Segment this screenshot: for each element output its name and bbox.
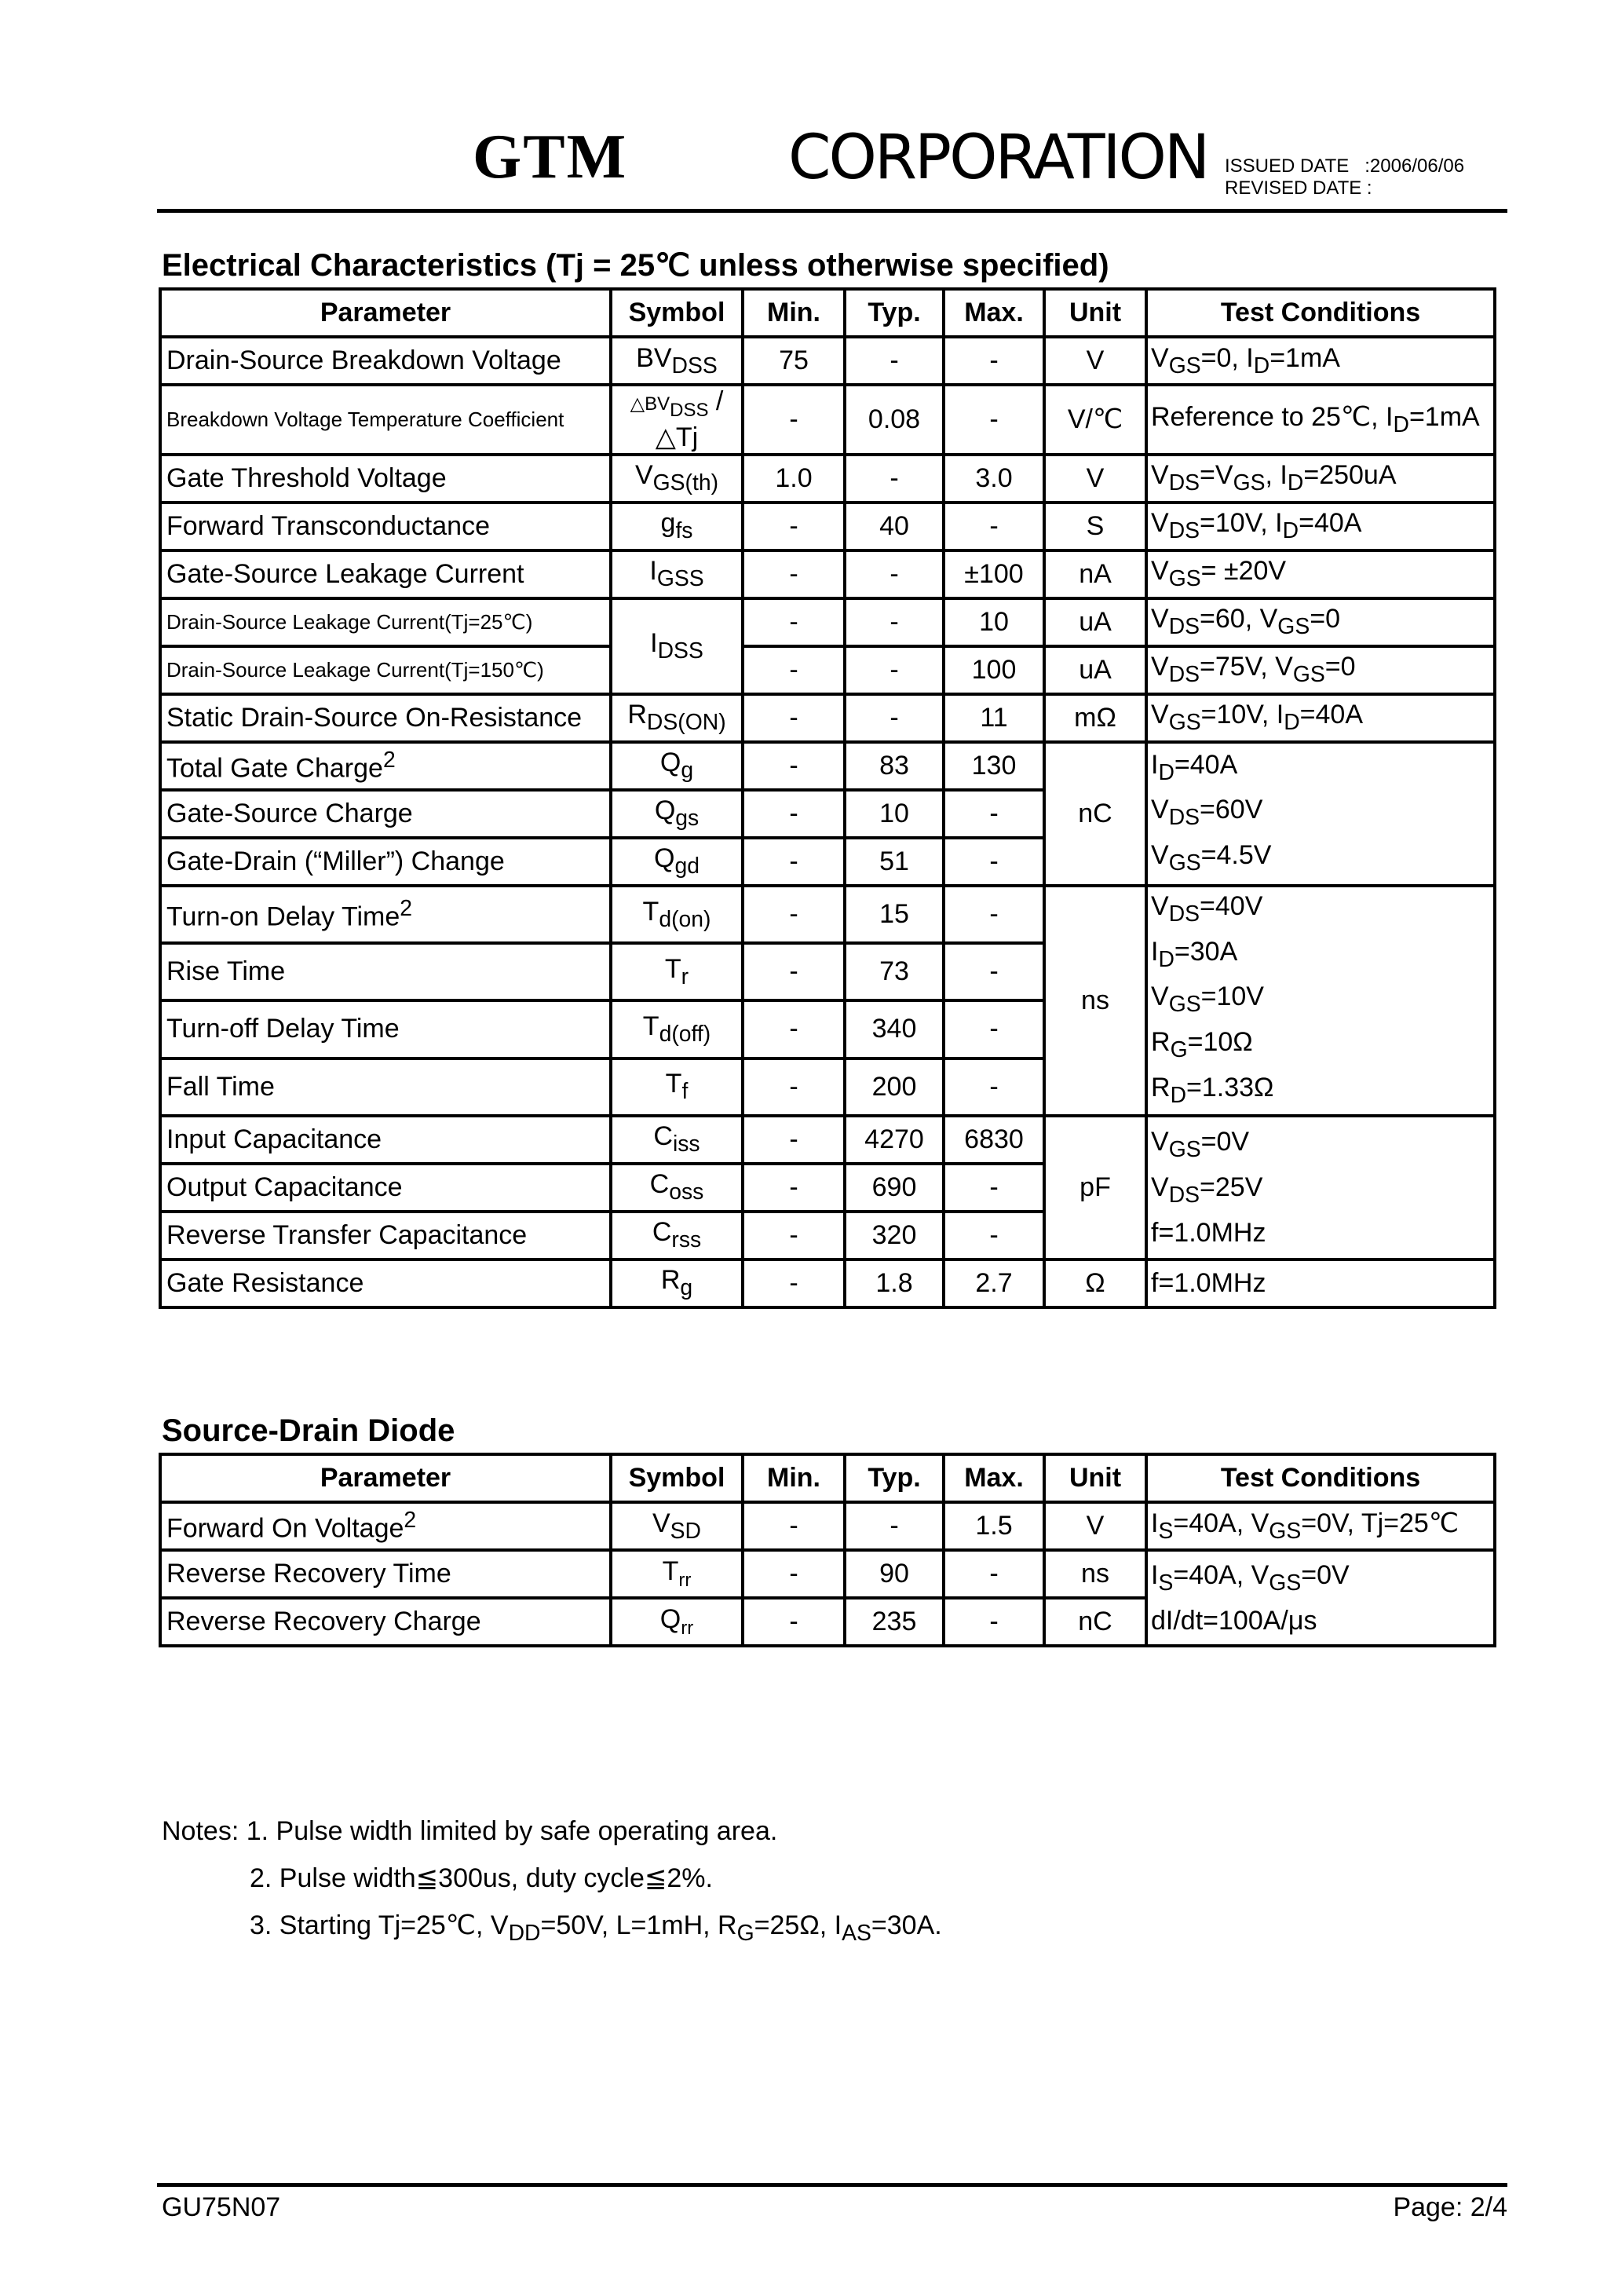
cell-symbol: $R_{DS(ON)}$ <box>611 694 743 742</box>
table-row <box>160 503 1495 550</box>
cell-parameter: Turn-on Delay Time$^2$ <box>160 886 611 943</box>
note-3: 3. Starting Tj=25℃, $V_{DD}=50V$, L=1mH, $R_G=25\Omega$, $I_{AS}=30A$. <box>250 1910 942 1946</box>
cell-test-conditions: $I_S=40A$, $V_{GS}=0V$, Tj=25℃ <box>1146 1502 1495 1550</box>
cell-typ: 690 <box>845 1164 944 1212</box>
cell-min: - <box>743 1000 845 1058</box>
cell-unit: V <box>1044 455 1146 503</box>
col-header-max: Max. <box>944 289 1044 337</box>
notes <box>162 1808 942 1957</box>
cell-min: - <box>743 1212 845 1260</box>
cell-typ: 40 <box>845 503 944 550</box>
cell-typ: 83 <box>845 742 944 790</box>
cell-symbol: $I_{GSS}$ <box>611 550 743 598</box>
cell-symbol: $T_{rr}$ <box>611 1550 743 1598</box>
cell-parameter: Reverse Transfer Capacitance <box>160 1212 611 1260</box>
cell-min: - <box>743 1598 845 1646</box>
cell-parameter: Output Capacitance <box>160 1164 611 1212</box>
cell-max: - <box>944 943 1044 1000</box>
cell-max: 11 <box>944 694 1044 742</box>
cell-max: - <box>944 838 1044 886</box>
cell-symbol: $Q_{gd}$ <box>611 838 743 886</box>
cell-min: 1.0 <box>743 455 845 503</box>
table-row <box>160 1550 1495 1598</box>
cell-max: - <box>944 1000 1044 1058</box>
cell-typ: 51 <box>845 838 944 886</box>
cell-unit: nC <box>1044 742 1146 886</box>
cell-min: - <box>743 503 845 550</box>
source-drain-diode-table <box>159 1453 1496 1647</box>
table-row <box>160 1260 1495 1307</box>
cell-parameter: Static Drain-Source On-Resistance <box>160 694 611 742</box>
cell-typ: 0.08 <box>845 385 944 455</box>
cell-symbol: $C_{oss}$ <box>611 1164 743 1212</box>
cell-parameter: Forward On Voltage$^2$ <box>160 1502 611 1550</box>
cell-symbol: $\triangle BV_{DSS}$ /△Tj <box>611 385 743 455</box>
cell-min: - <box>743 1260 845 1307</box>
cell-typ: 73 <box>845 943 944 1000</box>
cell-test-conditions: $V_{DS}=V_{GS}$, $I_D=250uA$ <box>1146 455 1495 503</box>
cell-min: - <box>743 742 845 790</box>
cell-typ: - <box>845 646 944 694</box>
cell-unit: nC <box>1044 1598 1146 1646</box>
table-row <box>160 550 1495 598</box>
cell-symbol: $Q_{rr}$ <box>611 1598 743 1646</box>
cell-symbol: $Q_{gs}$ <box>611 790 743 838</box>
col-header-max: Max. <box>944 1454 1044 1502</box>
cell-max: - <box>944 1550 1044 1598</box>
issued-date-value: :2006/06/06 <box>1364 155 1465 177</box>
cell-max: 6830 <box>944 1116 1044 1164</box>
cell-symbol: $R_g$ <box>611 1260 743 1307</box>
col-header-parameter: Parameter <box>160 1454 611 1502</box>
table-row <box>160 742 1495 790</box>
cell-parameter: Reverse Recovery Time <box>160 1550 611 1598</box>
cell-typ: - <box>845 1502 944 1550</box>
cell-parameter: Fall Time <box>160 1058 611 1116</box>
cell-min: - <box>743 1164 845 1212</box>
cell-unit: Ω <box>1044 1260 1146 1307</box>
cell-typ: 340 <box>845 1000 944 1058</box>
cell-typ: 15 <box>845 886 944 943</box>
cell-test-conditions: $V_{DS}=40V$ $I_D=30A$ $V_{GS}=10V$ $R_G=10\Omega$ $R_D=1.33\Omega$ <box>1146 886 1495 1116</box>
cell-parameter: Rise Time <box>160 943 611 1000</box>
cell-max: 130 <box>944 742 1044 790</box>
cell-min: - <box>743 838 845 886</box>
cell-symbol: $T_{d(off)}$ <box>611 1000 743 1058</box>
cell-max: - <box>944 385 1044 455</box>
header-divider <box>157 209 1507 213</box>
revised-date-label: REVISED DATE : <box>1225 177 1372 199</box>
cell-parameter: Breakdown Voltage Temperature Coefficient <box>160 385 611 455</box>
cell-symbol: $T_r$ <box>611 943 743 1000</box>
col-header-typ: Typ. <box>845 1454 944 1502</box>
cell-parameter: Gate-Source Charge <box>160 790 611 838</box>
cell-parameter: Drain-Source Breakdown Voltage <box>160 337 611 385</box>
cell-unit: ns <box>1044 886 1146 1116</box>
cell-max: 2.7 <box>944 1260 1044 1307</box>
cell-typ: 235 <box>845 1598 944 1646</box>
table-row <box>160 385 1495 455</box>
col-header-min: Min. <box>743 1454 845 1502</box>
col-header-parameter: Parameter <box>160 289 611 337</box>
cell-max: - <box>944 1058 1044 1116</box>
cell-test-conditions: Reference to 25℃, $I_D=1mA$ <box>1146 385 1495 455</box>
cell-parameter: Gate-Drain (“Miller”) Change <box>160 838 611 886</box>
table-row <box>160 886 1495 943</box>
cell-unit: S <box>1044 503 1146 550</box>
cell-parameter: Forward Transconductance <box>160 503 611 550</box>
cell-max: - <box>944 1164 1044 1212</box>
table-header-row <box>160 1454 1495 1502</box>
note-2: 2. Pulse width≦300us, duty cycle≦2%. <box>250 1863 713 1893</box>
cell-min: - <box>743 1502 845 1550</box>
cell-min: - <box>743 598 845 646</box>
cell-min: - <box>743 550 845 598</box>
cell-unit: pF <box>1044 1116 1146 1260</box>
col-header-symbol: Symbol <box>611 1454 743 1502</box>
company-name: CORPORATION <box>788 122 1208 193</box>
cell-unit: mΩ <box>1044 694 1146 742</box>
cell-max: 1.5 <box>944 1502 1044 1550</box>
cell-parameter: Gate Threshold Voltage <box>160 455 611 503</box>
col-header-unit: Unit <box>1044 289 1146 337</box>
table-row <box>160 598 1495 646</box>
cell-max: - <box>944 886 1044 943</box>
cell-symbol: $g_{fs}$ <box>611 503 743 550</box>
cell-typ: 1.8 <box>845 1260 944 1307</box>
cell-parameter: Gate-Source Leakage Current <box>160 550 611 598</box>
cell-min: - <box>743 694 845 742</box>
cell-min: - <box>743 1550 845 1598</box>
cell-unit: uA <box>1044 646 1146 694</box>
cell-parameter: Gate Resistance <box>160 1260 611 1307</box>
cell-min: - <box>743 1058 845 1116</box>
cell-max: - <box>944 1598 1044 1646</box>
col-header-typ: Typ. <box>845 289 944 337</box>
cell-test-conditions: $V_{DS}=10V$, $I_D=40A$ <box>1146 503 1495 550</box>
cell-min: - <box>743 886 845 943</box>
note-1: Notes: 1. Pulse width limited by safe operating area. <box>162 1816 778 1846</box>
cell-max: - <box>944 503 1044 550</box>
col-header-test-conditions: Test Conditions <box>1146 289 1495 337</box>
cell-unit: ns <box>1044 1550 1146 1598</box>
table-row <box>160 455 1495 503</box>
cell-typ: - <box>845 455 944 503</box>
cell-symbol: $Q_g$ <box>611 742 743 790</box>
cell-parameter: Reverse Recovery Charge <box>160 1598 611 1646</box>
brand-logo: GTM <box>473 122 628 192</box>
cell-symbol: $T_{d(on)}$ <box>611 886 743 943</box>
col-header-symbol: Symbol <box>611 289 743 337</box>
cell-symbol: $V_{SD}$ <box>611 1502 743 1550</box>
cell-max: ±100 <box>944 550 1044 598</box>
cell-parameter: Drain-Source Leakage Current(Tj=150℃) <box>160 646 611 694</box>
cell-max: - <box>944 337 1044 385</box>
cell-typ: 4270 <box>845 1116 944 1164</box>
cell-typ: 10 <box>845 790 944 838</box>
col-header-min: Min. <box>743 289 845 337</box>
cell-test-conditions: f=1.0MHz <box>1146 1260 1495 1307</box>
footer-divider <box>157 2183 1507 2187</box>
cell-min: - <box>743 385 845 455</box>
page-number: Page: 2/4 <box>1393 2192 1507 2222</box>
cell-max: 3.0 <box>944 455 1044 503</box>
cell-test-conditions: $V_{GS}=0V$ $V_{DS}=25V$ f=1.0MHz <box>1146 1116 1495 1260</box>
cell-unit: V/℃ <box>1044 385 1146 455</box>
cell-symbol: $C_{iss}$ <box>611 1116 743 1164</box>
cell-min: - <box>743 1116 845 1164</box>
cell-test-conditions: $I_S=40A$, $V_{GS}=0V$ dI/dt=100A/μs <box>1146 1550 1495 1646</box>
table-row <box>160 337 1495 385</box>
cell-test-conditions: $I_D=40A$ $V_{DS}=60V$ $V_{GS}=4.5V$ <box>1146 742 1495 886</box>
table-header-row <box>160 289 1495 337</box>
cell-typ: 200 <box>845 1058 944 1116</box>
col-header-unit: Unit <box>1044 1454 1146 1502</box>
cell-max: - <box>944 790 1044 838</box>
cell-parameter: Drain-Source Leakage Current(Tj=25℃) <box>160 598 611 646</box>
part-number: GU75N07 <box>162 2192 281 2222</box>
cell-min: - <box>743 646 845 694</box>
document-dates <box>1225 155 1464 199</box>
cell-unit: V <box>1044 1502 1146 1550</box>
col-header-test-conditions: Test Conditions <box>1146 1454 1495 1502</box>
issued-date-label: ISSUED DATE <box>1225 155 1350 177</box>
cell-typ: 90 <box>845 1550 944 1598</box>
cell-max: - <box>944 1212 1044 1260</box>
cell-typ: - <box>845 337 944 385</box>
cell-unit: V <box>1044 337 1146 385</box>
cell-parameter: Turn-off Delay Time <box>160 1000 611 1058</box>
cell-typ: - <box>845 550 944 598</box>
cell-test-conditions: $V_{DS}=60$, $V_{GS}=0$ <box>1146 598 1495 646</box>
table-row <box>160 1116 1495 1164</box>
table-row <box>160 1502 1495 1550</box>
cell-typ: 320 <box>845 1212 944 1260</box>
cell-test-conditions: $V_{GS}=10V$, $I_D=40A$ <box>1146 694 1495 742</box>
cell-unit: nA <box>1044 550 1146 598</box>
cell-typ: - <box>845 598 944 646</box>
cell-symbol: $C_{rss}$ <box>611 1212 743 1260</box>
cell-symbol: $T_f$ <box>611 1058 743 1116</box>
cell-symbol: $I_{DSS}$ <box>611 598 743 694</box>
cell-parameter: Total Gate Charge$^2$ <box>160 742 611 790</box>
cell-parameter: Input Capacitance <box>160 1116 611 1164</box>
cell-min: - <box>743 943 845 1000</box>
cell-min: 75 <box>743 337 845 385</box>
diode-title: Source-Drain Diode <box>162 1413 455 1448</box>
cell-symbol: $V_{GS(th)}$ <box>611 455 743 503</box>
cell-typ: - <box>845 694 944 742</box>
cell-unit: uA <box>1044 598 1146 646</box>
electrical-characteristics-table <box>159 287 1496 1309</box>
cell-test-conditions: $V_{GS}=0$, $I_D=1mA$ <box>1146 337 1495 385</box>
table-row <box>160 694 1495 742</box>
cell-max: 10 <box>944 598 1044 646</box>
cell-max: 100 <box>944 646 1044 694</box>
table-row <box>160 646 1495 694</box>
cell-test-conditions: $V_{GS}= \pm 20V$ <box>1146 550 1495 598</box>
cell-min: - <box>743 790 845 838</box>
cell-symbol: $BV_{DSS}$ <box>611 337 743 385</box>
cell-test-conditions: $V_{DS}=75V$, $V_{GS}=0$ <box>1146 646 1495 694</box>
electrical-title: Electrical Characteristics (Tj = 25℃ unless otherwise specified) <box>162 248 1109 283</box>
